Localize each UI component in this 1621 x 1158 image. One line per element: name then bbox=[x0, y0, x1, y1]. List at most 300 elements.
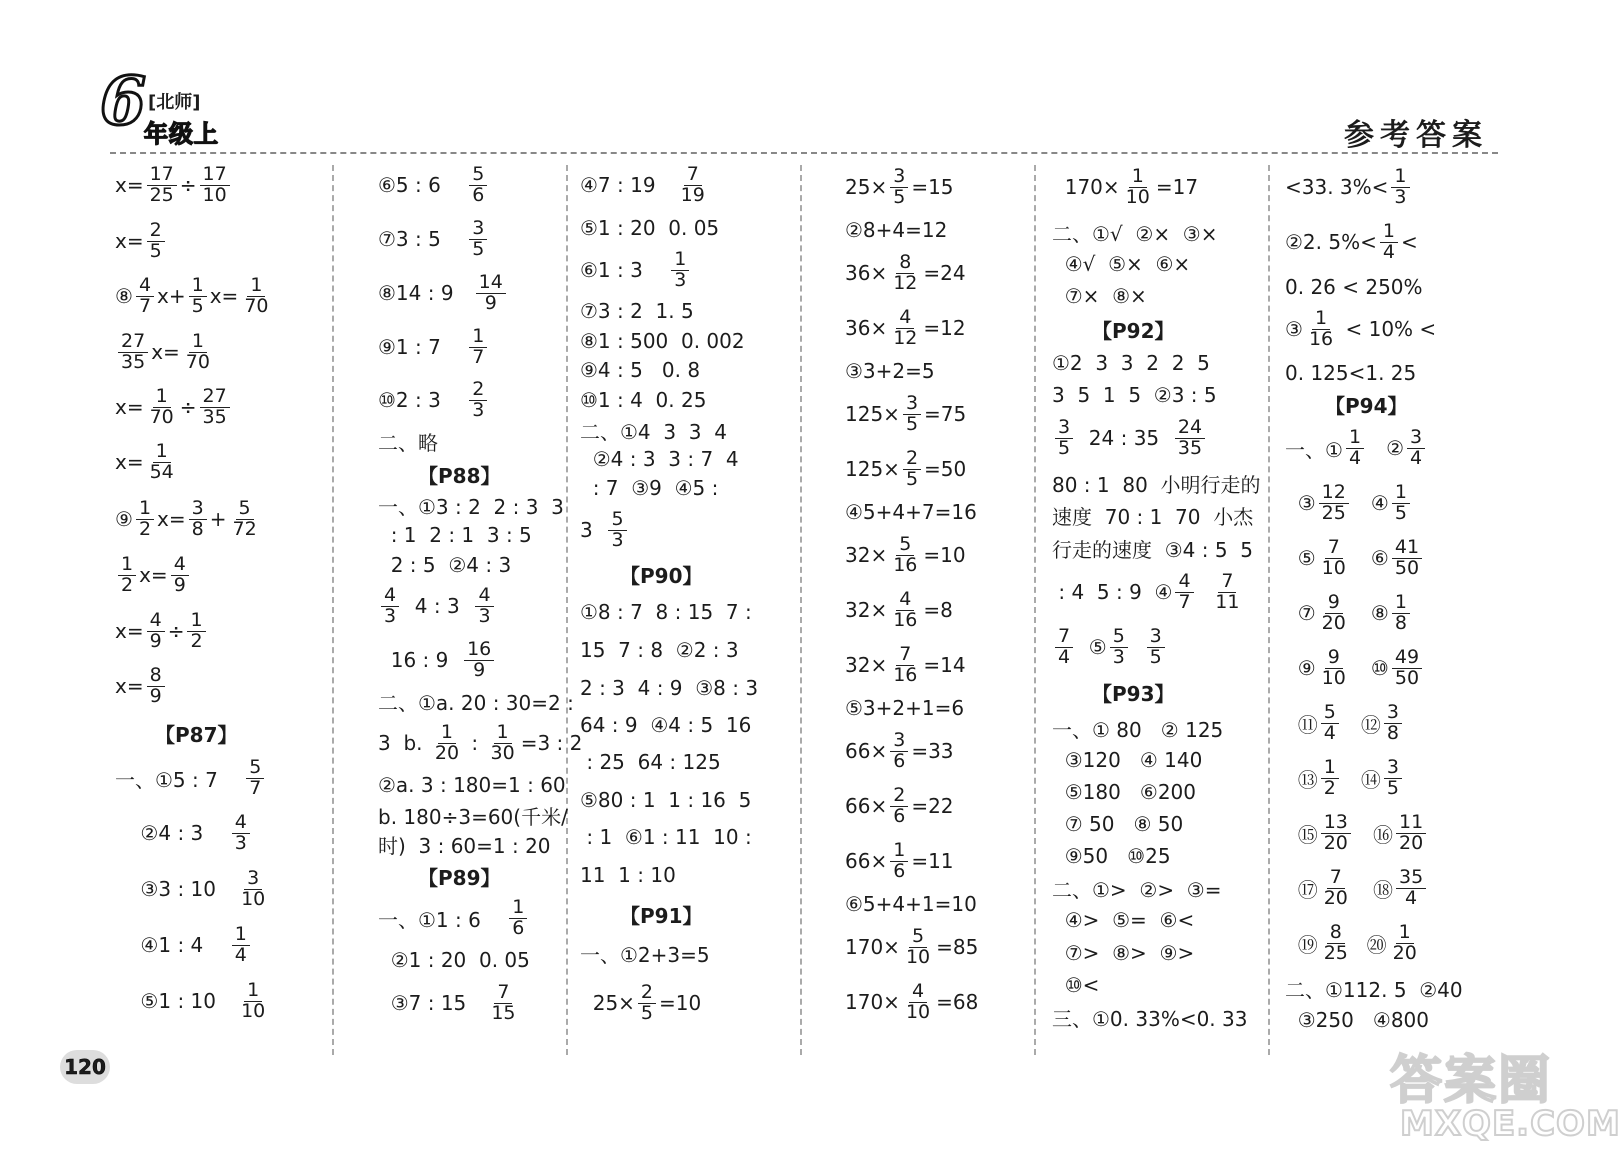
fraction bbox=[1212, 569, 1242, 613]
fraction bbox=[903, 924, 933, 968]
numerator: 1 bbox=[438, 723, 456, 744]
answer-text: ⑦ 50 ⑧ 50 bbox=[1052, 812, 1184, 836]
denominator: 3 bbox=[234, 831, 247, 854]
numerator: 14 bbox=[476, 273, 506, 294]
denominator: 10 bbox=[241, 999, 266, 1022]
answer-text: ⑩1 : 4 0. 25 bbox=[580, 388, 707, 412]
answer-line bbox=[115, 921, 253, 969]
fraction bbox=[1306, 306, 1336, 350]
fraction bbox=[1392, 535, 1422, 579]
answer-text: 15 7 : 8 ②2 : 3 bbox=[580, 638, 739, 662]
denominator: 11 bbox=[1215, 590, 1240, 613]
answer-text: x= bbox=[115, 229, 144, 253]
numerator: 1 bbox=[189, 276, 207, 297]
answer-line bbox=[845, 837, 954, 885]
answer-line bbox=[845, 163, 954, 211]
answer-line bbox=[845, 782, 954, 830]
answer-line bbox=[845, 978, 978, 1026]
fraction bbox=[903, 391, 921, 435]
fraction bbox=[1321, 865, 1351, 909]
denominator: 16 bbox=[893, 663, 918, 686]
numerator: 3 bbox=[469, 219, 487, 240]
fraction bbox=[189, 496, 207, 540]
answer-line bbox=[1285, 534, 1425, 582]
numerator: 17 bbox=[200, 165, 230, 186]
numerator: 8 bbox=[896, 253, 914, 274]
answer-text: : 7 ③9 ④5 : bbox=[580, 476, 719, 500]
answer-text: ⑧1 : 500 0. 002 bbox=[580, 329, 745, 353]
answer-line bbox=[1052, 993, 1247, 1041]
answer-text: 二、①4 3 3 4 bbox=[580, 419, 727, 444]
denominator: 9 bbox=[149, 684, 162, 707]
numerator: 7 bbox=[494, 983, 512, 1004]
answer-line bbox=[1052, 371, 1217, 419]
answer-line bbox=[1285, 754, 1405, 802]
fraction bbox=[1319, 535, 1349, 579]
answer-text: ④ bbox=[1351, 491, 1389, 515]
publisher-label: [北师] bbox=[148, 92, 201, 113]
answer-line bbox=[115, 328, 216, 376]
answer-line bbox=[378, 936, 530, 984]
denominator: 9 bbox=[484, 291, 497, 314]
answer-text: x= bbox=[157, 507, 186, 531]
answer-line bbox=[845, 923, 978, 971]
fraction bbox=[1319, 480, 1349, 524]
numerator: 1 bbox=[244, 981, 262, 1002]
numerator: 8 bbox=[147, 666, 165, 687]
answer-text: x= bbox=[115, 450, 144, 474]
denominator: 25 bbox=[1323, 941, 1348, 964]
numerator: 5 bbox=[1321, 703, 1339, 724]
answer-text: =50 bbox=[924, 457, 967, 481]
answer-text: =24 bbox=[923, 261, 966, 285]
numerator: 1 bbox=[1391, 167, 1409, 188]
fraction bbox=[147, 162, 177, 206]
fraction bbox=[890, 783, 908, 827]
fraction bbox=[1321, 810, 1351, 854]
answer-text: 66× bbox=[845, 794, 888, 818]
answer-text: ⑩< bbox=[1052, 973, 1100, 997]
answer-text: <33. 3%< bbox=[1285, 175, 1389, 199]
answer-text: x= bbox=[115, 395, 144, 419]
answer-text: =75 bbox=[924, 402, 967, 426]
denominator: 16 bbox=[893, 608, 918, 631]
fraction bbox=[432, 720, 462, 764]
fraction bbox=[608, 507, 626, 551]
page-number: 120 bbox=[60, 1050, 110, 1084]
answer-text: ⑦3 : 5 bbox=[378, 227, 467, 251]
numerator: 3 bbox=[189, 499, 207, 520]
answer-text: ⑤1 : 20 0. 05 bbox=[580, 216, 720, 240]
numerator: 1 bbox=[153, 387, 171, 408]
numerator: 1 bbox=[232, 925, 250, 946]
answer-line bbox=[115, 809, 253, 857]
numerator: 4 bbox=[475, 586, 493, 607]
numerator: 5 bbox=[469, 165, 487, 186]
denominator: 20 bbox=[1321, 611, 1346, 634]
answer-line bbox=[1052, 524, 1253, 572]
fraction bbox=[171, 552, 189, 596]
fraction bbox=[200, 384, 230, 428]
denominator: 4 bbox=[234, 943, 247, 966]
answer-text: ⑰ bbox=[1285, 877, 1318, 902]
answer-line bbox=[378, 582, 497, 630]
answer-text: 16 : 9 bbox=[378, 648, 462, 672]
answer-text: < bbox=[1400, 230, 1418, 254]
answer-line bbox=[845, 390, 966, 438]
denominator: 10 bbox=[905, 1000, 931, 1023]
answer-text: 二、略 bbox=[378, 430, 438, 455]
answer-line bbox=[845, 586, 953, 634]
numerator: 1 bbox=[189, 332, 207, 353]
answer-line bbox=[378, 215, 490, 263]
fraction bbox=[136, 273, 154, 317]
denominator: 19 bbox=[680, 183, 705, 206]
fraction bbox=[118, 329, 148, 373]
section-heading: 【P93】 bbox=[1092, 681, 1175, 706]
answer-text: =17 bbox=[1155, 175, 1199, 199]
answer-line bbox=[1052, 568, 1245, 616]
denominator: 70 bbox=[185, 350, 210, 373]
denominator: 3 bbox=[1394, 185, 1407, 208]
fraction bbox=[118, 552, 136, 596]
answer-text: =15 bbox=[911, 175, 954, 199]
answer-line bbox=[115, 865, 271, 913]
denominator: 10 bbox=[905, 945, 931, 968]
answer-line bbox=[845, 531, 966, 579]
answer-text: ①8 : 7 8 : 15 7 : bbox=[580, 600, 752, 624]
header-divider bbox=[110, 152, 1498, 154]
answer-text: ⑤3+2+1=6 bbox=[845, 696, 965, 720]
denominator: 7 bbox=[249, 776, 262, 799]
answer-line bbox=[1285, 644, 1425, 692]
denominator: 5 bbox=[905, 467, 919, 490]
answer-text: < 10% < bbox=[1339, 317, 1437, 341]
numerator: 4 bbox=[909, 982, 927, 1003]
answer-line bbox=[845, 249, 966, 297]
denominator: 4 bbox=[1348, 446, 1362, 469]
answer-text: ⑭ bbox=[1341, 767, 1381, 792]
answer-text: x= bbox=[115, 619, 144, 643]
answer-text: : bbox=[465, 731, 485, 755]
denominator: 10 bbox=[1125, 185, 1150, 208]
fraction bbox=[189, 273, 207, 317]
fraction bbox=[381, 583, 399, 627]
fraction bbox=[1384, 700, 1402, 744]
denominator: 70 bbox=[149, 405, 174, 428]
answer-text: ⑤ bbox=[1285, 546, 1316, 570]
answer-line bbox=[845, 684, 964, 732]
answer-text: 32× bbox=[845, 653, 888, 677]
answer-text: ⑥1 : 3 bbox=[580, 258, 669, 282]
answer-text bbox=[1197, 580, 1210, 604]
numerator: 13 bbox=[1321, 813, 1351, 834]
answer-text: =33 bbox=[911, 739, 954, 763]
answer-text: 125× bbox=[845, 402, 900, 426]
answer-text: ⑫ bbox=[1341, 712, 1381, 737]
fraction bbox=[147, 384, 177, 428]
denominator: 20 bbox=[1398, 831, 1424, 854]
answer-text: =68 bbox=[936, 990, 979, 1014]
grade-logo bbox=[100, 62, 240, 152]
answer-line bbox=[115, 217, 168, 265]
answer-line bbox=[580, 929, 710, 977]
answer-text: ④7 : 19 bbox=[580, 173, 675, 197]
fraction bbox=[1123, 164, 1153, 208]
answer-text: 0. 125<1. 25 bbox=[1285, 361, 1417, 385]
denominator: 7 bbox=[1178, 590, 1191, 613]
answer-text: ③ bbox=[1285, 491, 1316, 515]
answer-line bbox=[115, 662, 168, 710]
answer-text: ⑤80 : 1 1 : 16 5 bbox=[580, 788, 752, 812]
numerator: 27 bbox=[200, 387, 230, 408]
fraction bbox=[187, 608, 205, 652]
numerator: 3 bbox=[890, 167, 908, 188]
denominator: 9 bbox=[173, 573, 186, 596]
fraction bbox=[147, 439, 177, 483]
fraction bbox=[1396, 810, 1426, 854]
denominator: 25 bbox=[149, 183, 174, 206]
answer-line bbox=[115, 977, 271, 1025]
fraction bbox=[678, 162, 708, 206]
fraction bbox=[1055, 624, 1073, 668]
answer-text: ③3+2=5 bbox=[845, 359, 935, 383]
answer-line bbox=[1285, 305, 1436, 353]
answer-text: 170× bbox=[1052, 175, 1120, 199]
denominator: 4 bbox=[1410, 446, 1423, 469]
answer-text: 一、①1 : 6 bbox=[378, 907, 507, 932]
answer-line bbox=[1325, 380, 1408, 428]
answer-line bbox=[115, 272, 275, 320]
section-heading: 【P90】 bbox=[620, 563, 703, 588]
answer-text: ⑮ bbox=[1285, 822, 1318, 847]
answer-text: x= bbox=[139, 563, 168, 587]
denominator: 35 bbox=[1177, 436, 1203, 459]
numerator: 1 bbox=[1396, 923, 1414, 944]
denominator: 10 bbox=[202, 183, 227, 206]
column-divider bbox=[1268, 165, 1270, 1055]
answer-text: ②8+4=12 bbox=[845, 218, 948, 242]
numerator: 3 bbox=[1384, 758, 1402, 779]
answer-text: x+ bbox=[157, 284, 186, 308]
answer-line bbox=[1285, 263, 1423, 311]
answer-text: 2 : 5 ②4 : 3 bbox=[378, 553, 512, 577]
denominator: 16 bbox=[893, 553, 918, 576]
denominator: 5 bbox=[191, 294, 204, 317]
numerator: 24 bbox=[1175, 418, 1205, 439]
answer-text: 66× bbox=[845, 739, 888, 763]
denominator: 2 bbox=[190, 629, 203, 652]
answer-text: ③3 : 10 bbox=[115, 877, 236, 901]
numerator: 1 bbox=[153, 442, 171, 463]
numerator: 7 bbox=[1325, 538, 1343, 559]
fraction bbox=[1392, 645, 1422, 689]
answer-text: 时) 3 : 60=1 : 20 bbox=[378, 833, 551, 858]
answer-text: ⑨4 : 5 0. 8 bbox=[580, 358, 701, 382]
fraction bbox=[238, 978, 268, 1022]
denominator: 12 bbox=[893, 271, 918, 294]
denominator: 3 bbox=[472, 398, 485, 421]
answer-text: ⑱ bbox=[1353, 877, 1393, 902]
fraction bbox=[1390, 920, 1420, 964]
denominator: 3 bbox=[384, 604, 397, 627]
answer-text: 170× bbox=[845, 990, 900, 1014]
answer-text: ÷ bbox=[167, 619, 185, 643]
fraction bbox=[1321, 755, 1339, 799]
answer-text: : 25 64 : 125 bbox=[580, 750, 721, 774]
answer-text: ⑬ bbox=[1285, 767, 1318, 792]
numerator: 1 bbox=[1129, 167, 1147, 188]
fraction bbox=[1175, 415, 1205, 459]
numerator: 4 bbox=[147, 611, 165, 632]
answer-line bbox=[1052, 623, 1168, 671]
answer-line bbox=[845, 206, 947, 254]
fraction bbox=[469, 324, 487, 368]
answer-text: 36× bbox=[845, 316, 888, 340]
denominator: 9 bbox=[149, 629, 162, 652]
fraction bbox=[464, 637, 494, 681]
fraction bbox=[136, 496, 154, 540]
answer-line bbox=[845, 488, 977, 536]
fraction bbox=[183, 329, 213, 373]
denominator: 5 bbox=[149, 239, 162, 262]
section-heading: 【P87】 bbox=[155, 722, 238, 747]
numerator: 4 bbox=[136, 276, 154, 297]
answer-text: x= bbox=[151, 340, 180, 364]
answer-text: ④> ⑤= ⑥< bbox=[1052, 908, 1195, 932]
answer-text: =10 bbox=[659, 991, 702, 1015]
answer-text: : 1 2 : 1 3 : 5 bbox=[378, 523, 532, 547]
numerator: 5 bbox=[896, 535, 914, 556]
numerator: 1 bbox=[509, 898, 527, 919]
answer-text: ②2. 5%< bbox=[1285, 230, 1377, 254]
denominator: 10 bbox=[241, 887, 266, 910]
denominator: 2 bbox=[121, 573, 134, 596]
denominator: 10 bbox=[1321, 666, 1346, 689]
fraction bbox=[1321, 920, 1351, 964]
answer-line bbox=[378, 894, 530, 942]
fraction bbox=[229, 496, 259, 540]
answer-text: =14 bbox=[923, 653, 966, 677]
answer-text: ⑪ bbox=[1285, 712, 1318, 737]
answer-text: ②4 : 3 3 : 7 4 bbox=[580, 447, 739, 471]
numerator: 1 bbox=[1392, 593, 1410, 614]
answer-text: 3 b. bbox=[378, 731, 429, 755]
answer-text: ÷ bbox=[179, 395, 197, 419]
fraction bbox=[200, 162, 230, 206]
section-heading: 【P91】 bbox=[620, 903, 703, 928]
fraction bbox=[1392, 590, 1410, 634]
answer-text: ④1 : 4 bbox=[115, 933, 229, 957]
fraction bbox=[890, 838, 908, 882]
denominator: 3 bbox=[611, 528, 624, 551]
numerator: 7 bbox=[684, 165, 702, 186]
fraction bbox=[1407, 425, 1425, 469]
answer-line bbox=[115, 495, 263, 543]
answer-line bbox=[378, 161, 490, 209]
denominator: 20 bbox=[1323, 886, 1348, 909]
denominator: 20 bbox=[434, 741, 460, 764]
answer-text: 行走的速度 ③4 : 5 5 bbox=[1052, 537, 1253, 562]
answer-text: ⑩2 : 3 bbox=[378, 388, 467, 412]
answer-text: 0. 26 < 250% bbox=[1285, 275, 1423, 299]
answer-text: ③250 ④800 bbox=[1285, 1008, 1429, 1032]
answer-text: ②a. 3 : 180=1 : 60 bbox=[378, 773, 566, 797]
numerator: 4 bbox=[896, 590, 914, 611]
answer-line bbox=[845, 880, 977, 928]
answer-text: ③7 : 15 bbox=[378, 991, 486, 1015]
answer-text: 一、① 80 ② 125 bbox=[1052, 717, 1224, 742]
answer-line bbox=[580, 979, 701, 1027]
answer-line bbox=[1285, 699, 1405, 747]
answer-text: 一、①5 : 7 bbox=[115, 767, 244, 792]
answer-text: 170× bbox=[845, 935, 900, 959]
answer-text: 36× bbox=[845, 261, 888, 285]
answer-text bbox=[1131, 635, 1144, 659]
answer-line bbox=[580, 204, 719, 252]
numerator: 1 bbox=[469, 327, 487, 348]
numerator: 7 bbox=[1055, 627, 1073, 648]
answer-text: 二、①> ②> ③= bbox=[1052, 877, 1222, 902]
numerator: 27 bbox=[118, 332, 148, 353]
answer-text: x= bbox=[209, 284, 239, 308]
column-divider bbox=[800, 165, 802, 1055]
numerator: 7 bbox=[1327, 868, 1345, 889]
answer-text: ②1 : 20 0. 05 bbox=[378, 948, 530, 972]
fraction bbox=[890, 642, 920, 686]
denominator: 4 bbox=[1382, 240, 1395, 263]
fraction bbox=[469, 216, 487, 260]
denominator: 6 bbox=[893, 859, 906, 882]
numerator: 9 bbox=[1325, 648, 1343, 669]
denominator: 16 bbox=[1308, 327, 1334, 350]
answer-text: ⑧ bbox=[115, 284, 133, 308]
fraction bbox=[890, 250, 920, 294]
denominator: 25 bbox=[1321, 501, 1346, 524]
answer-text: =22 bbox=[911, 794, 954, 818]
answer-text: ③ bbox=[1285, 317, 1303, 341]
numerator: 7 bbox=[1218, 572, 1236, 593]
answer-text: 32× bbox=[845, 598, 888, 622]
fraction bbox=[890, 532, 920, 576]
grade-number: 6 bbox=[100, 62, 146, 140]
denominator: 4 bbox=[1323, 721, 1336, 744]
answer-line bbox=[155, 709, 238, 757]
numerator: 12 bbox=[1319, 483, 1349, 504]
fraction bbox=[147, 663, 165, 707]
numerator: 1 bbox=[118, 555, 136, 576]
column-divider bbox=[332, 165, 334, 1055]
numerator: 1 bbox=[247, 276, 265, 297]
answer-text: ⑥5 : 6 bbox=[378, 173, 467, 197]
fraction bbox=[232, 810, 250, 854]
numerator: 4 bbox=[171, 555, 189, 576]
answer-text: ⑤1 : 10 bbox=[115, 989, 236, 1013]
answer-text: ⑨50 ⑩25 bbox=[1052, 844, 1171, 868]
fraction bbox=[1319, 645, 1349, 689]
answer-text: x= bbox=[115, 173, 144, 197]
answer-text: 125× bbox=[845, 457, 900, 481]
answer-text: =85 bbox=[936, 935, 979, 959]
answer-text: 速度 70 : 1 70 小杰 bbox=[1052, 504, 1254, 529]
answer-text: 66× bbox=[845, 849, 888, 873]
denominator: 4 bbox=[1058, 645, 1071, 668]
answer-line bbox=[1052, 414, 1208, 462]
numerator: 5 bbox=[246, 758, 264, 779]
numerator: 5 bbox=[608, 510, 626, 531]
answer-text: =10 bbox=[923, 543, 966, 567]
column-divider bbox=[566, 165, 568, 1055]
